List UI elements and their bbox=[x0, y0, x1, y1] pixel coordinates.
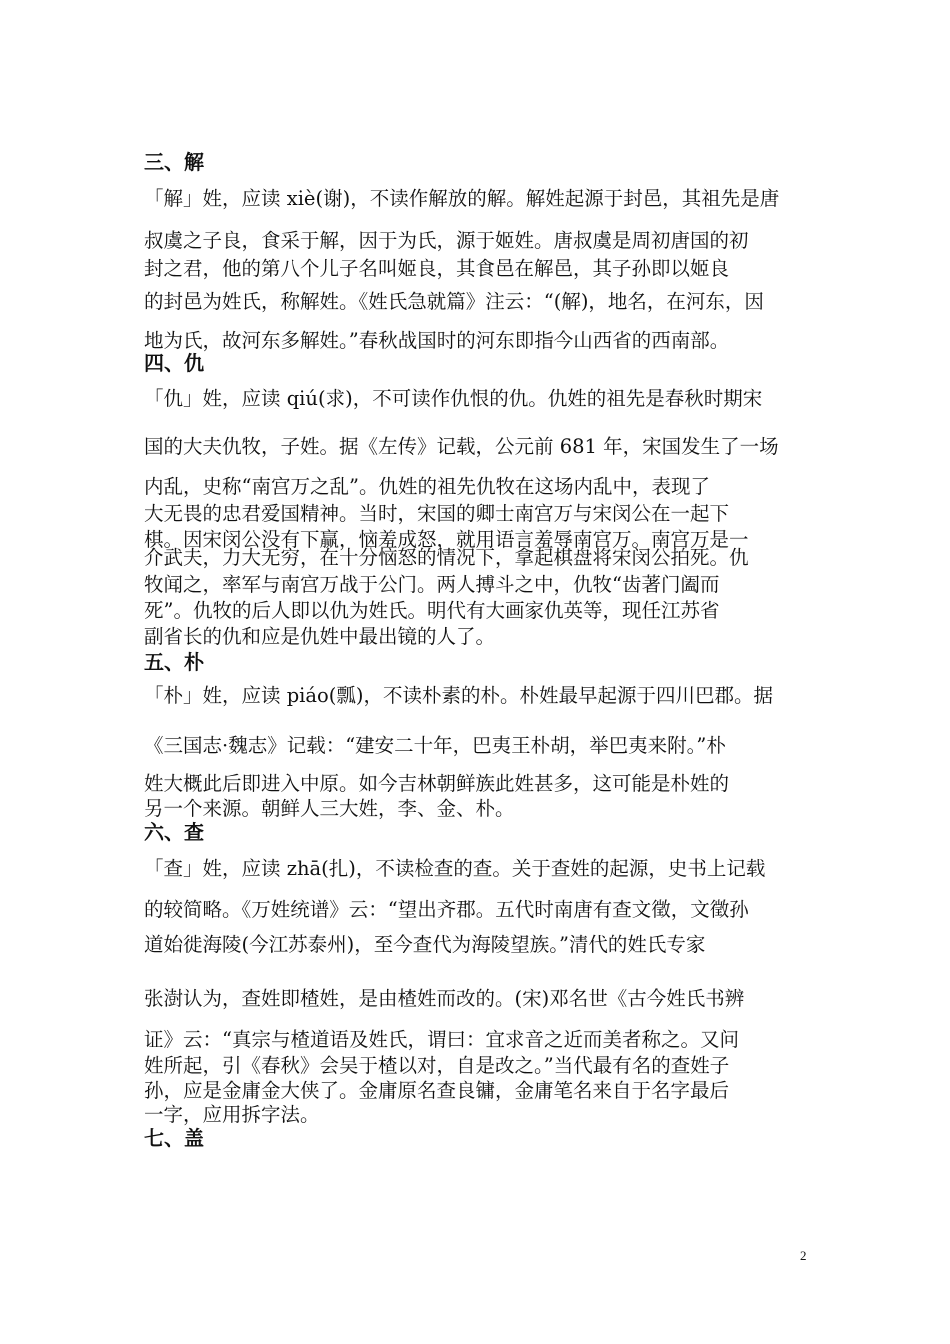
section-heading-xie: 三、解 bbox=[144, 150, 204, 174]
section-heading-zha: 六、查 bbox=[144, 820, 204, 844]
paragraph-line: 另一个来源。朝鲜人三大姓，李、金、朴。 bbox=[144, 797, 515, 820]
paragraph-line: 内乱，史称“南宫万之乱”。仇姓的祖先仇牧在这场内乱中，表现了 bbox=[144, 475, 710, 498]
paragraph-line: 牧闻之，率军与南宫万战于公门。两人搏斗之中，仇牧“齿著门阖而 bbox=[144, 573, 720, 596]
paragraph-line: 副省长的仇和应是仇姓中最出镜的人了。 bbox=[144, 625, 496, 648]
paragraph-line: 张澍认为，查姓即楂姓，是由楂姓而改的。(宋)邓名世《古今姓氏书辨 bbox=[144, 987, 745, 1010]
paragraph-line: 证》云：“真宗与楂道语及姓氏，谓曰：宜求音之近而美者称之。又问 bbox=[144, 1028, 739, 1051]
paragraph-line: 棋。因宋闵公没有下赢，恼羞成怒，就用语言羞辱南宫万。南宫万是一 bbox=[144, 528, 749, 551]
paragraph-line: 一字，应用拆字法。 bbox=[144, 1103, 320, 1126]
paragraph-line: 《三国志·魏志》记载：“建安二十年，巴夷王朴胡，举巴夷来附。”朴 bbox=[144, 734, 726, 757]
paragraph-line: 叔虞之子良，食采于解，因于为氏，源于姬姓。唐叔虞是周初唐国的初 bbox=[144, 229, 749, 252]
paragraph-line: 「仇」姓，应读 qiú(求)，不可读作仇恨的仇。仇姓的祖先是春秋时期宋 bbox=[144, 387, 763, 410]
paragraph-line: 「解」姓，应读 xiè(谢)，不读作解放的解。解姓起源于封邑，其祖先是唐 bbox=[144, 187, 780, 210]
section-heading-piao: 五、朴 bbox=[144, 650, 204, 674]
section-heading-gai: 七、盖 bbox=[144, 1126, 204, 1150]
paragraph-line: 孙，应是金庸金大侠了。金庸原名查良镛，金庸笔名来自于名字最后 bbox=[144, 1079, 730, 1102]
paragraph-line: 「查」姓，应读 zhā(扎)，不读检查的查。关于查姓的起源，史书上记载 bbox=[144, 857, 766, 880]
paragraph-line: 的较简略。《万姓统谱》云：“望出齐郡。五代时南唐有查文徵，文徵孙 bbox=[144, 898, 749, 921]
paragraph-line: 姓所起，引《春秋》会吴于楂以对，自是改之。”当代最有名的查姓子 bbox=[144, 1054, 730, 1077]
paragraph-line: 道始徙海陵(今江苏泰州)，至今查代为海陵望族。”清代的姓氏专家 bbox=[144, 933, 706, 956]
paragraph-line: 的封邑为姓氏，称解姓。《姓氏急就篇》注云：“(解)，地名，在河东，因 bbox=[144, 290, 764, 313]
page-number: 2 bbox=[800, 1248, 807, 1263]
paragraph-line: 国的大夫仇牧，子姓。据《左传》记载，公元前 681 年，宋国发生了一场 bbox=[144, 435, 779, 458]
paragraph-line: 封之君，他的第八个儿子名叫姬良，其食邑在解邑，其子孙即以姬良 bbox=[144, 257, 730, 280]
paragraph-line: 死”。仇牧的后人即以仇为姓氏。明代有大画家仇英等，现任江苏省 bbox=[144, 599, 720, 622]
paragraph-line: 姓大概此后即进入中原。如今吉林朝鲜族此姓甚多，这可能是朴姓的 bbox=[144, 772, 730, 795]
paragraph-line: 大无畏的忠君爱国精神。当时，宋国的卿士南宫万与宋闵公在一起下 bbox=[144, 502, 730, 525]
paragraph-line: 地为氏，故河东多解姓。”春秋战国时的河东即指今山西省的西南部。 bbox=[144, 329, 730, 352]
section-heading-qiu: 四、仇 bbox=[144, 351, 204, 375]
paragraph-line: 「朴」姓，应读 piáo(瓢)，不读朴素的朴。朴姓最早起源于四川巴郡。据 bbox=[144, 684, 773, 707]
paragraph-line: 介武夫，力大无穷，在十分恼怒的情况下，拿起棋盘将宋闵公拍死。仇 bbox=[144, 546, 749, 569]
